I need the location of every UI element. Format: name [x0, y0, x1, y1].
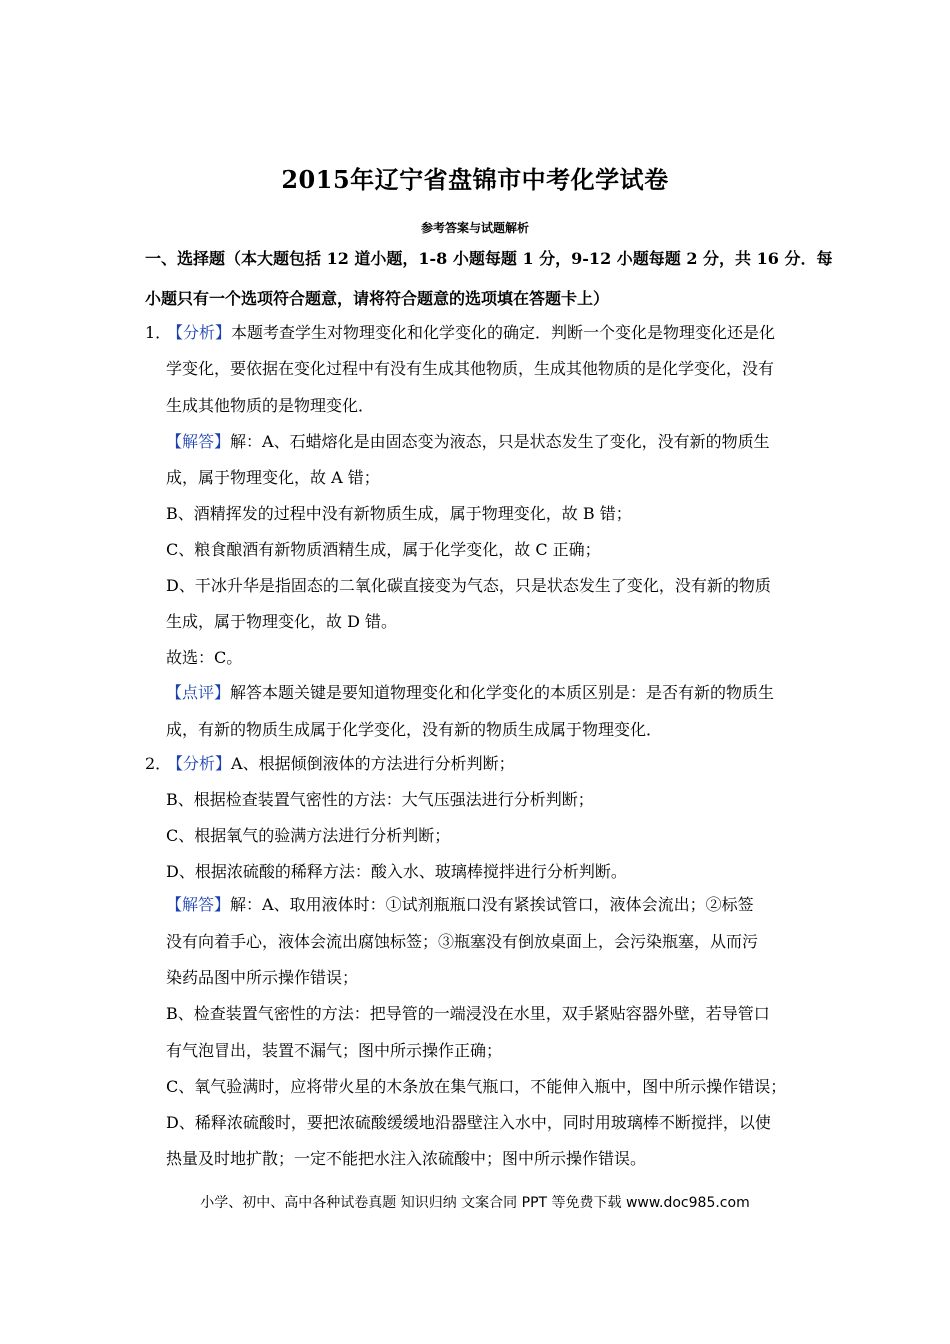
q2-option-d-line-2: 热量及时地扩散；一定不能把水注入浓硫酸中；图中所示操作错误。: [166, 1149, 647, 1168]
comment-tag: 【点评】: [166, 683, 231, 702]
analysis-tag: 【分析】: [167, 323, 232, 342]
q1-option-b: B、酒精挥发的过程中没有新物质生成，属于物理变化，故 B 错；: [166, 504, 632, 523]
q1-analysis-line-1: [145, 323, 775, 343]
q2-answer-line-3: 染药品图中所示操作错误；: [166, 968, 359, 987]
q2-answer-line-2: 没有向着手心，液体会流出腐蚀标签；③瓶塞没有倒放桌面上，会污染瓶塞，从而污: [166, 932, 759, 951]
q2-analysis-c: C、根据氧气的验满方法进行分析判断；: [166, 826, 451, 845]
q2-analysis-d: D、根据浓硫酸的稀释方法：酸入水、玻璃棒搅拌进行分析判断。: [166, 862, 627, 881]
q1-answer-line-1: [166, 432, 770, 452]
q2-option-b-line-2: 有气泡冒出，装置不漏气；图中所示操作正确；: [166, 1041, 503, 1060]
q2-option-b-line-1: B、检查装置气密性的方法：把导管的一端浸没在水里，双手紧贴容器外壁，若导管口: [166, 1004, 770, 1023]
q2-analysis-line-1: [145, 754, 515, 774]
q1-option-c: C、粮食酿酒有新物质酒精生成，属于化学变化，故 C 正确；: [166, 540, 601, 559]
answer-tag: 【解答】: [166, 895, 231, 914]
q2-option-c: C、氧气验满时，应将带火星的木条放在集气瓶口，不能伸入瓶中，图中所示操作错误；: [166, 1077, 787, 1096]
q1-comment-text-1: 解答本题关键是要知道物理变化和化学变化的本质区别是：是否有新的物质生: [230, 683, 775, 702]
q1-answer-text-1: 解：A、石蜡熔化是由固态变为液态，只是状态发生了变化，没有新的物质生: [230, 432, 770, 451]
q1-option-d-line-1: D、干冰升华是指固态的二氧化碳直接变为气态，只是状态发生了变化，没有新的物质: [166, 576, 771, 595]
q1-analysis-line-3: 生成其他物质的是物理变化．: [166, 396, 375, 415]
page-footer: 小学、初中、高中各种试卷真题 知识归纳 文案合同 PPT 等免费下载 www.doc985.com: [200, 1195, 750, 1211]
q2-number: 2．: [145, 754, 172, 773]
q1-answer-line-2: 成，属于物理变化，故 A 错；: [166, 468, 380, 487]
q1-option-d-line-2: 生成，属于物理变化，故 D 错。: [166, 612, 398, 631]
q1-number: 1．: [145, 323, 172, 342]
q2-answer-line-1: [166, 895, 754, 915]
section-heading-line-1: 一、选择题（本大题包括 12 道小题，1-8 小题每题 1 分，9-12 小题每题 2 分，共 16 分．每: [145, 249, 833, 268]
q2-analysis-b: B、根据检查装置气密性的方法：大气压强法进行分析判断；: [166, 790, 594, 809]
q2-option-d-line-1: D、稀释浓硫酸时，要把浓硫酸缓缓地沿器壁注入水中，同时用玻璃棒不断搅拌，以使: [166, 1113, 771, 1132]
q2-answer-text-1: 解：A、取用液体时：①试剂瓶瓶口没有紧挨试管口，液体会流出；②标签: [230, 895, 754, 914]
q1-choice: 故选：C。: [166, 648, 243, 667]
answer-tag: 【解答】: [166, 432, 231, 451]
q1-comment-line-1: [166, 683, 774, 703]
analysis-tag: 【分析】: [167, 754, 232, 773]
q1-comment-line-2: 成，有新的物质生成属于化学变化，没有新的物质生成属于物理变化．: [166, 720, 663, 739]
page-title: 2015年辽宁省盘锦市中考化学试卷: [281, 165, 669, 194]
section-heading-line-2: 小题只有一个选项符合题意，请将符合题意的选项填在答题卡上）: [145, 289, 610, 308]
q1-analysis-text-1: 本题考查学生对物理变化和化学变化的确定．判断一个变化是物理变化还是化: [231, 323, 776, 342]
q2-analysis-a: A、根据倾倒液体的方法进行分析判断；: [231, 754, 515, 773]
page-subtitle: 参考答案与试题解析: [420, 221, 529, 235]
q1-analysis-line-2: 学变化，要依据在变化过程中有没有生成其他物质，生成其他物质的是化学变化，没有: [166, 359, 775, 378]
